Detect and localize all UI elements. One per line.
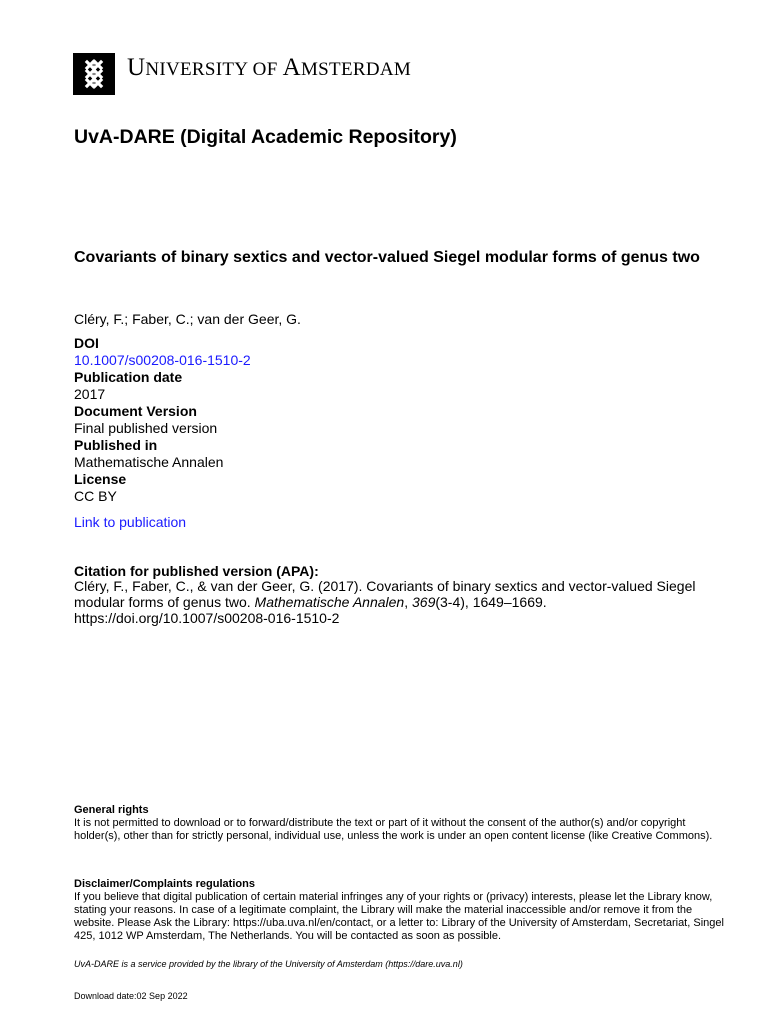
disclaimer-text: If you believe that digital publication of certain material infringes any of your rights or (privacy) interests, please let the Library know, stating your reasons. In case of a legitimate complaint, the Library will make the material inaccessible and/or remove it from the website. Please Ask the Library: https://uba.uva.nl/en/contact, or a letter to: Library of the University of Amsterdam, Secretariat, Singel 425, 1012 WP Amsterdam, The Netherlands. You will be contacted as soon as possible. bbox=[74, 891, 724, 942]
citation-text bbox=[74, 578, 704, 626]
publication-authors: Cléry, F.; Faber, C.; van der Geer, G. bbox=[74, 311, 301, 327]
repository-title: UvA-DARE (Digital Academic Repository) bbox=[74, 126, 457, 148]
citation-journal: Mathematische Annalen bbox=[254, 594, 405, 610]
publication-date: 2017 bbox=[74, 386, 106, 402]
doi-label: DOI bbox=[74, 335, 99, 351]
license: CC BY bbox=[74, 488, 117, 504]
institution-name: UNIVERSITY OF AMSTERDAM bbox=[127, 54, 412, 81]
citation-volume: 369 bbox=[412, 594, 436, 610]
disclaimer-title: Disclaimer/Complaints regulations bbox=[74, 878, 255, 890]
publication-title: Covariants of binary sextics and vector-valued Siegel modular forms of genus two bbox=[74, 249, 700, 266]
link-to-publication[interactable]: Link to publication bbox=[74, 514, 187, 530]
license-label: License bbox=[74, 471, 127, 487]
citation-part1: Cléry, F., Faber, C., & van der Geer, G. (2017). Covariants of binary sextics and vector-valued Siegel modular forms of genus two. bbox=[74, 578, 696, 610]
citation-sep: , bbox=[404, 594, 412, 610]
citation-url: https://doi.org/10.1007/s00208-016-1510-2 bbox=[74, 610, 340, 626]
uva-logo-graphic bbox=[73, 53, 115, 95]
service-notice: UvA-DARE is a service provided by the library of the University of Amsterdam (https://dare.uva.nl) bbox=[74, 959, 463, 969]
uva-logo-icon bbox=[73, 53, 115, 95]
doi-link[interactable]: 10.1007/s00208-016-1510-2 bbox=[74, 352, 251, 368]
published-in: Mathematische Annalen bbox=[74, 454, 224, 470]
publication-metadata bbox=[74, 335, 251, 505]
publication-date-label: Publication date bbox=[74, 369, 183, 385]
citation-rest: (3-4), 1649–1669. bbox=[435, 594, 547, 610]
published-in-label: Published in bbox=[74, 437, 158, 453]
citation-label: Citation for published version (APA): bbox=[74, 563, 319, 579]
general-rights-text: It is not permitted to download or to forward/distribute the text or part of it without the consent of the author(s) and/or copyright holder(s), other than for strictly personal, individual use, unless the work is under an open content license (like Creative Commons). bbox=[74, 817, 713, 842]
document-version-label: Document Version bbox=[74, 403, 197, 419]
general-rights-title: General rights bbox=[74, 804, 149, 816]
download-date: Download date:02 Sep 2022 bbox=[74, 991, 188, 1001]
document-version: Final published version bbox=[74, 420, 218, 436]
